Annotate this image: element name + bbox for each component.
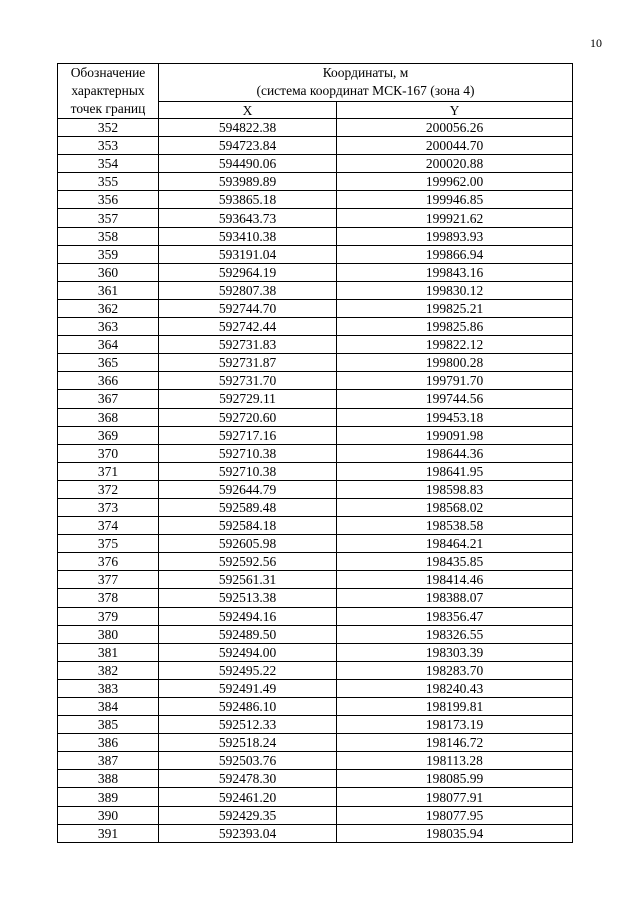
y-cell: 199830.12 [337,281,573,299]
table-row [58,281,573,299]
x-cell: 592495.22 [159,661,337,679]
y-cell: 198414.46 [337,571,573,589]
point-cell: 358 [58,227,159,245]
y-cell: 200056.26 [337,119,573,137]
table-row [58,752,573,770]
table-row [58,661,573,679]
x-cell: 592729.11 [159,390,337,408]
table-row [58,824,573,842]
point-cell: 363 [58,318,159,336]
x-cell: 592744.70 [159,299,337,317]
y-cell: 199791.70 [337,372,573,390]
point-cell: 371 [58,462,159,480]
point-cell: 378 [58,589,159,607]
point-cell: 385 [58,716,159,734]
point-cell: 352 [58,119,159,137]
point-cell: 364 [58,336,159,354]
table-row [58,607,573,625]
y-cell: 199825.86 [337,318,573,336]
y-cell: 200044.70 [337,137,573,155]
x-cell: 592518.24 [159,734,337,752]
x-cell: 592478.30 [159,770,337,788]
table-row [58,571,573,589]
x-cell: 592429.35 [159,806,337,824]
point-cell: 379 [58,607,159,625]
point-cell: 370 [58,444,159,462]
point-cell: 382 [58,661,159,679]
x-cell: 592731.87 [159,354,337,372]
x-cell: 592512.33 [159,716,337,734]
table-row [58,318,573,336]
point-cell: 376 [58,553,159,571]
table-row [58,589,573,607]
coordinates-header [159,64,573,102]
point-cell: 360 [58,263,159,281]
y-cell: 198538.58 [337,517,573,535]
point-cell: 372 [58,480,159,498]
point-cell: 375 [58,535,159,553]
x-cell: 594490.06 [159,155,337,173]
y-cell: 198356.47 [337,607,573,625]
table-row [58,155,573,173]
point-cell: 383 [58,679,159,697]
table-row [58,462,573,480]
point-cell: 373 [58,498,159,516]
y-cell: 199744.56 [337,390,573,408]
table-row [58,517,573,535]
point-cell: 388 [58,770,159,788]
table-row [58,643,573,661]
table-row [58,770,573,788]
page-number: 10 [590,36,602,50]
x-cell: 593865.18 [159,191,337,209]
table-row [58,535,573,553]
x-cell: 594723.84 [159,137,337,155]
y-column-header: Y [337,102,573,119]
table-row [58,498,573,516]
table-row [58,336,573,354]
y-cell: 200020.88 [337,155,573,173]
table-row [58,553,573,571]
y-cell: 198035.94 [337,824,573,842]
x-cell: 592393.04 [159,824,337,842]
x-cell: 592561.31 [159,571,337,589]
table-row [58,806,573,824]
table-row [58,227,573,245]
x-cell: 592486.10 [159,698,337,716]
y-cell: 198568.02 [337,498,573,516]
point-cell: 369 [58,426,159,444]
table-row [58,173,573,191]
table-row [58,299,573,317]
x-cell: 592644.79 [159,480,337,498]
designation-header [58,64,159,119]
x-cell: 592731.83 [159,336,337,354]
x-cell: 592964.19 [159,263,337,281]
y-cell: 198644.36 [337,444,573,462]
point-cell: 377 [58,571,159,589]
x-cell: 592605.98 [159,535,337,553]
y-cell: 199921.62 [337,209,573,227]
table-row [58,788,573,806]
x-cell: 592742.44 [159,318,337,336]
point-cell: 357 [58,209,159,227]
table-row [58,426,573,444]
y-cell: 199893.93 [337,227,573,245]
designation-header-line2: характерных [71,83,145,98]
y-cell: 199866.94 [337,245,573,263]
point-cell: 384 [58,698,159,716]
y-cell: 198173.19 [337,716,573,734]
table-row [58,444,573,462]
y-cell: 198388.07 [337,589,573,607]
point-cell: 359 [58,245,159,263]
x-cell: 592720.60 [159,408,337,426]
table-row [58,716,573,734]
x-cell: 592461.20 [159,788,337,806]
point-cell: 361 [58,281,159,299]
point-cell: 386 [58,734,159,752]
point-cell: 366 [58,372,159,390]
x-cell: 593191.04 [159,245,337,263]
x-cell: 592503.76 [159,752,337,770]
y-cell: 198435.85 [337,553,573,571]
table-row [58,209,573,227]
y-cell: 198077.95 [337,806,573,824]
designation-header-line1: Обозначение [70,65,146,80]
y-cell: 198303.39 [337,643,573,661]
y-cell: 198199.81 [337,698,573,716]
point-cell: 367 [58,390,159,408]
x-cell: 592494.16 [159,607,337,625]
y-cell: 199825.21 [337,299,573,317]
coordinates-header-line1: Координаты, м [322,65,409,80]
x-cell: 592513.38 [159,589,337,607]
coordinates-table [57,63,573,843]
x-cell: 592592.56 [159,553,337,571]
table-row [58,625,573,643]
y-cell: 199946.85 [337,191,573,209]
y-cell: 198146.72 [337,734,573,752]
x-column-header: X [159,102,337,119]
y-cell: 199843.16 [337,263,573,281]
table-row [58,480,573,498]
y-cell: 199800.28 [337,354,573,372]
point-cell: 355 [58,173,159,191]
x-cell: 592491.49 [159,679,337,697]
y-cell: 199962.00 [337,173,573,191]
point-cell: 390 [58,806,159,824]
y-cell: 198598.83 [337,480,573,498]
x-cell: 592710.38 [159,444,337,462]
y-cell: 198240.43 [337,679,573,697]
table-row [58,734,573,752]
x-cell: 592584.18 [159,517,337,535]
y-cell: 198464.21 [337,535,573,553]
y-cell: 198077.91 [337,788,573,806]
y-cell: 198641.95 [337,462,573,480]
point-cell: 354 [58,155,159,173]
table-row [58,263,573,281]
x-cell: 592717.16 [159,426,337,444]
x-cell: 594822.38 [159,119,337,137]
x-cell: 592731.70 [159,372,337,390]
x-cell: 592494.00 [159,643,337,661]
point-cell: 380 [58,625,159,643]
point-cell: 365 [58,354,159,372]
table-row [58,408,573,426]
point-cell: 356 [58,191,159,209]
coordinates-header-line2: (система координат МСК-167 (зона 4) [256,83,475,98]
table-body [58,119,573,843]
table-row [58,354,573,372]
point-cell: 387 [58,752,159,770]
x-cell: 593410.38 [159,227,337,245]
table-row [58,679,573,697]
y-cell: 199453.18 [337,408,573,426]
y-cell: 198085.99 [337,770,573,788]
y-cell: 198283.70 [337,661,573,679]
point-cell: 362 [58,299,159,317]
point-cell: 391 [58,824,159,842]
x-cell: 592589.48 [159,498,337,516]
table-row [58,245,573,263]
x-cell: 593989.89 [159,173,337,191]
point-cell: 389 [58,788,159,806]
table-row [58,191,573,209]
table-row [58,698,573,716]
y-cell: 199091.98 [337,426,573,444]
point-cell: 368 [58,408,159,426]
table-row [58,119,573,137]
x-cell: 592710.38 [159,462,337,480]
y-cell: 198113.28 [337,752,573,770]
table-header [58,64,573,119]
y-cell: 198326.55 [337,625,573,643]
x-cell: 593643.73 [159,209,337,227]
table-row [58,372,573,390]
table-row [58,390,573,408]
x-cell: 592807.38 [159,281,337,299]
y-cell: 199822.12 [337,336,573,354]
point-cell: 353 [58,137,159,155]
point-cell: 374 [58,517,159,535]
point-cell: 381 [58,643,159,661]
designation-header-line3: точек границ [70,101,146,116]
table-row [58,137,573,155]
x-cell: 592489.50 [159,625,337,643]
